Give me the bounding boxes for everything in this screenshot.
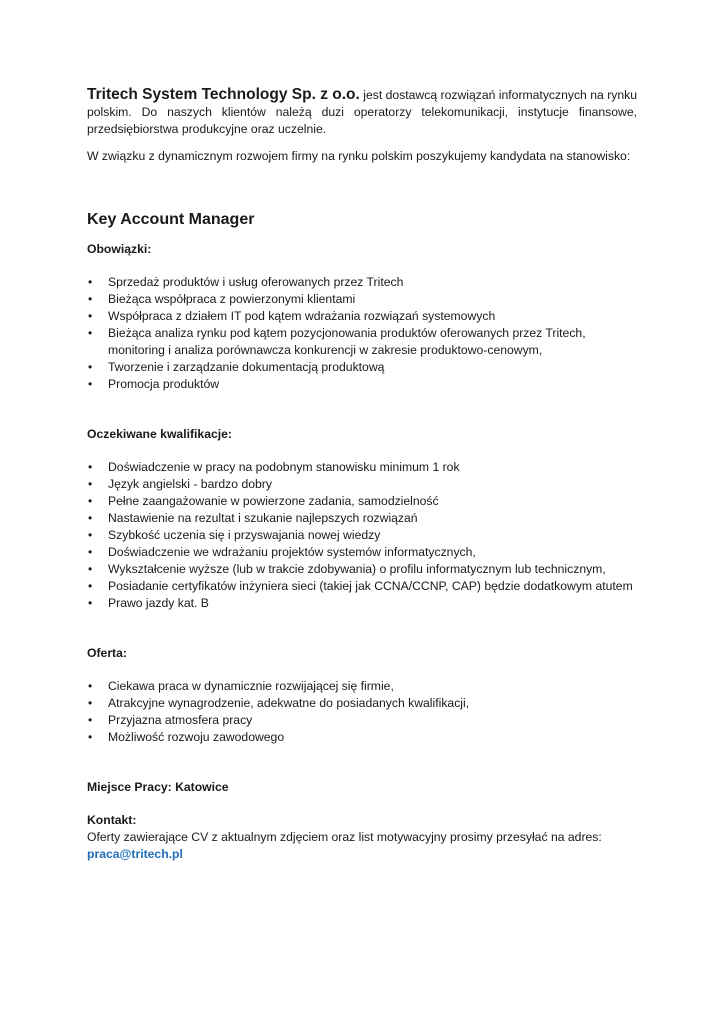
list-item-text: Możliwość rozwoju zawodowego [108, 730, 285, 744]
list-item [87, 325, 637, 359]
contact-text: Oferty zawierające CV z aktualnym zdjęciem oraz list motywacyjny prosimy przesyłać na adres: [87, 830, 602, 844]
list-item [87, 359, 637, 376]
bullet-icon: • [88, 477, 93, 491]
list-item-text: Pełne zaangażowanie w powierzone zadania, samodzielność [108, 494, 439, 508]
job-posting-document [87, 86, 637, 863]
list-item [87, 729, 637, 746]
intro-paragraph [87, 86, 637, 138]
job-title: Key Account Manager [87, 211, 255, 228]
bullet-icon: • [88, 579, 93, 593]
list-item [87, 561, 637, 578]
list-item [87, 291, 637, 308]
list-item [87, 544, 637, 561]
bullet-icon: • [88, 275, 93, 289]
list-item-text: Tworzenie i zarządzanie dokumentacją produktową [108, 360, 385, 374]
list-item-text: Szybkość uczenia się i przyswajania nowej wiedzy [108, 528, 381, 542]
bullet-icon: • [88, 696, 93, 710]
list-item-text: Nastawienie na rezultat i szukanie najlepszych rozwiązań [108, 511, 418, 525]
list-item [87, 578, 637, 595]
list-item [87, 274, 637, 291]
bullet-icon: • [88, 360, 93, 374]
bullet-icon: • [88, 730, 93, 744]
contact-title: Kontakt: [87, 813, 137, 827]
bullet-icon: • [88, 309, 93, 323]
list-item-text: Wykształcenie wyższe (lub w trakcie zdobywania) o profilu informatycznym lub technicznym, [108, 562, 606, 576]
offer-title: Oferta: [87, 646, 127, 660]
bullet-icon: • [88, 494, 93, 508]
list-item-text: Ciekawa praca w dynamicznie rozwijającej się firmie, [108, 679, 394, 693]
list-item [87, 527, 637, 544]
bullet-icon: • [88, 545, 93, 559]
list-item-text: Posiadanie certyfikatów inżyniera sieci (takiej jak CCNA/CCNP, CAP) będzie dodatkowym atutem [108, 579, 633, 593]
bullet-icon: • [88, 679, 93, 693]
duties-list [87, 274, 637, 393]
company-description: jest dostawcą rozwiązań informatycznych na rynku polskim. Do naszych klientów należą duzi operatorzy telekomunikacji, instytucje finansowe, przedsiębiorstwa produkcyjne oraz uczelnie. [87, 88, 638, 136]
list-item [87, 510, 637, 527]
lead-paragraph: W związku z dynamicznym rozwojem firmy na rynku polskim poszykujemy kandydata na stanowisko: [87, 149, 631, 163]
bullet-icon: • [88, 511, 93, 525]
list-item [87, 712, 637, 729]
list-item [87, 476, 637, 493]
list-item-text: Bieżąca analiza rynku pod kątem pozycjonowania produktów oferowanych przez Tritech, monitoring i analiza porównawcza konkurencji w zakresie produktowo-cenowym, [108, 326, 586, 357]
list-item-text: Doświadczenie we wdrażaniu projektów systemów informatycznych, [108, 545, 476, 559]
work-location: Miejsce Pracy: Katowice [87, 780, 229, 794]
list-item-text: Atrakcyjne wynagrodzenie, adekwatne do posiadanych kwalifikacji, [108, 696, 470, 710]
bullet-icon: • [88, 596, 93, 610]
list-item-text: Współpraca z działem IT pod kątem wdrażania rozwiązań systemowych [108, 309, 496, 323]
list-item [87, 595, 637, 612]
company-name: Tritech System Technology Sp. z o.o. [87, 86, 360, 103]
list-item-text: Promocja produktów [108, 377, 220, 391]
bullet-icon: • [88, 292, 93, 306]
list-item-text: Sprzedaż produktów i usług oferowanych przez Tritech [108, 275, 404, 289]
qualifications-title: Oczekiwane kwalifikacje: [87, 427, 232, 441]
list-item-text: Przyjazna atmosfera pracy [108, 713, 253, 727]
list-item [87, 678, 637, 695]
qualifications-list [87, 459, 637, 612]
contact-email-link[interactable]: praca@tritech.pl [87, 847, 183, 861]
list-item [87, 376, 637, 393]
bullet-icon: • [88, 713, 93, 727]
list-item [87, 308, 637, 325]
bullet-icon: • [88, 460, 93, 474]
bullet-icon: • [88, 377, 93, 391]
duties-title: Obowiązki: [87, 242, 152, 256]
list-item-text: Doświadczenie w pracy na podobnym stanowisku minimum 1 rok [108, 460, 460, 474]
list-item-text: Język angielski - bardzo dobry [108, 477, 272, 491]
contact-email-line [87, 846, 637, 863]
list-item [87, 493, 637, 510]
list-item [87, 459, 637, 476]
list-item-text: Prawo jazdy kat. B [108, 596, 209, 610]
list-item-text: Bieżąca współpraca z powierzonymi klientami [108, 292, 356, 306]
offer-list [87, 678, 637, 746]
list-item [87, 695, 637, 712]
bullet-icon: • [88, 562, 93, 576]
bullet-icon: • [88, 326, 93, 340]
bullet-icon: • [88, 528, 93, 542]
